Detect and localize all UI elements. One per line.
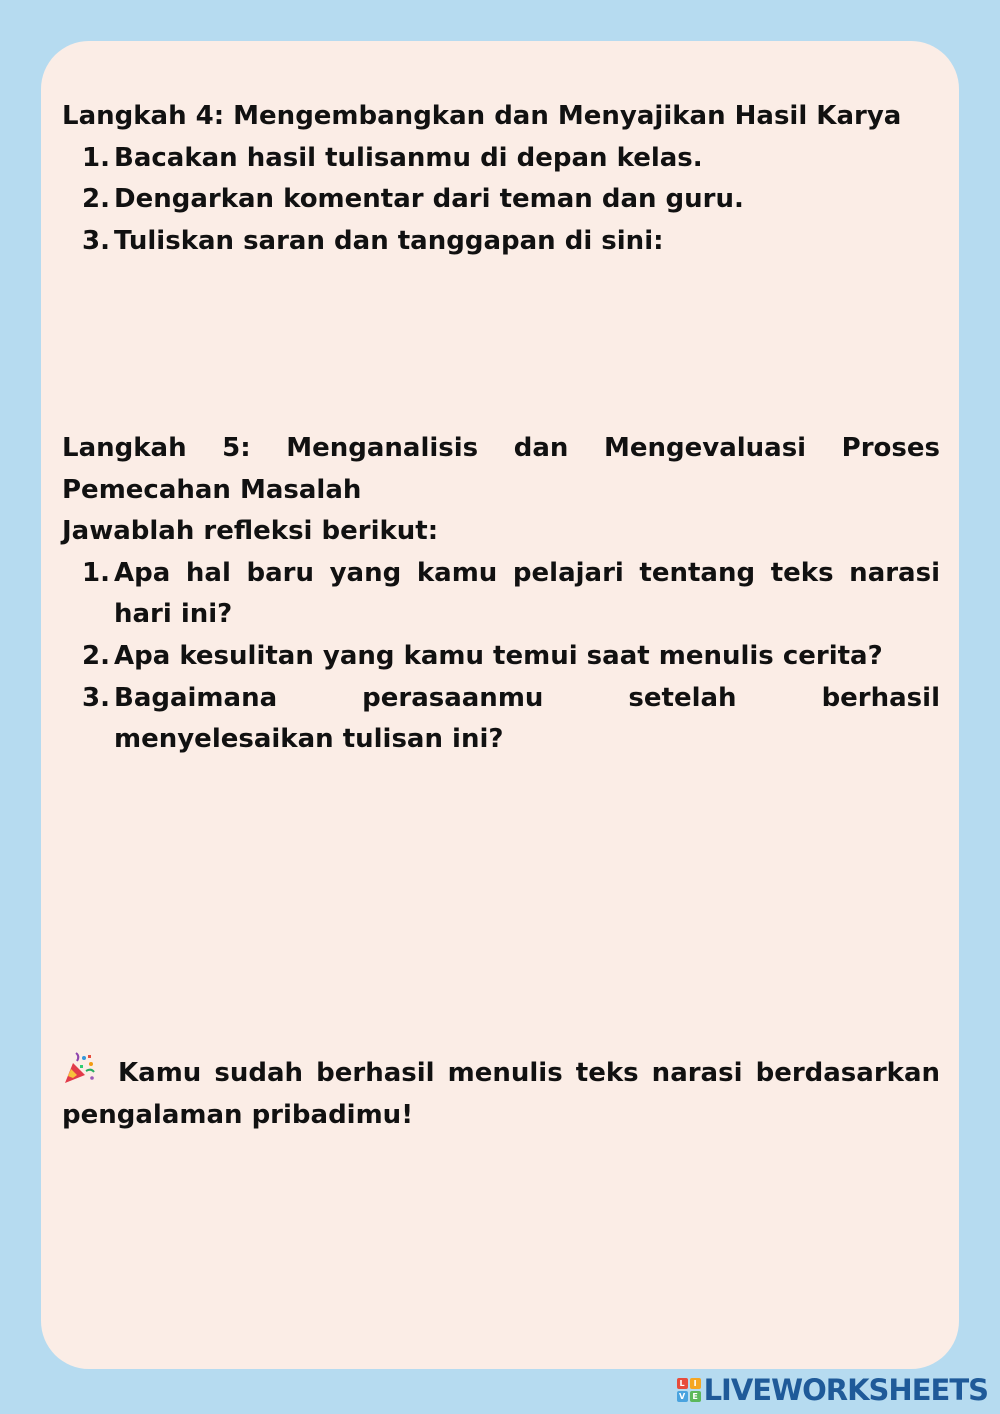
closing-text: Kamu sudah berhasil menulis teks narasi berdasarkan pengalaman pribadimu!: [62, 1058, 940, 1130]
liveworksheets-logo-icon: [677, 1378, 701, 1402]
list-item: [62, 179, 940, 221]
list-item-text: Apa hal baru yang kamu pelajari tentang teks narasi hari ini?: [114, 557, 940, 630]
step-4-heading: Langkah 4: Mengembangkan dan Menyajikan Hasil Karya: [62, 101, 902, 131]
step-5-list: [62, 553, 940, 761]
closing-message: [62, 1052, 940, 1136]
list-item: [62, 138, 940, 180]
logo-letter: L: [677, 1378, 688, 1389]
list-item-text: Bacakan hasil tulisanmu di depan kelas.: [114, 142, 703, 173]
logo-letter: E: [690, 1391, 701, 1402]
list-item-text: Tuliskan saran dan tanggapan di sini:: [114, 225, 664, 256]
list-item-number: 3.: [82, 225, 110, 256]
list-item: [62, 221, 940, 263]
list-item-number: 1.: [82, 557, 110, 588]
list-item: [62, 678, 940, 761]
logo-letter: I: [690, 1378, 701, 1389]
step-4-list: [62, 138, 940, 263]
list-item-number: 2.: [82, 640, 110, 671]
closing-paragraph: [62, 1052, 940, 1136]
step-5-heading: Langkah 5: Menganalisis dan Mengevaluasi Proses Pemecahan Masalah: [62, 433, 940, 505]
step-4-section: [62, 96, 940, 262]
list-item-number: 3.: [82, 682, 110, 713]
brand-name: LIVEWORKSHEETS: [703, 1373, 988, 1407]
list-item: [62, 553, 940, 636]
logo-letter: V: [677, 1391, 688, 1402]
list-item-text: Bagaimana perasaanmu setelah berhasil menyelesaikan tulisan ini?: [114, 682, 940, 755]
liveworksheets-logo: [677, 1373, 988, 1407]
list-item-number: 2.: [82, 184, 110, 215]
list-item: [62, 636, 940, 678]
list-item-text: Dengarkan komentar dari teman dan guru.: [114, 184, 744, 215]
list-item-number: 1.: [82, 142, 110, 173]
step-5-intro: Jawablah refleksi berikut:: [62, 516, 439, 547]
step-5-section: [62, 428, 940, 761]
list-item-text: Apa kesulitan yang kamu temui saat menulis cerita?: [114, 640, 883, 671]
party-popper-icon: [62, 1052, 96, 1086]
